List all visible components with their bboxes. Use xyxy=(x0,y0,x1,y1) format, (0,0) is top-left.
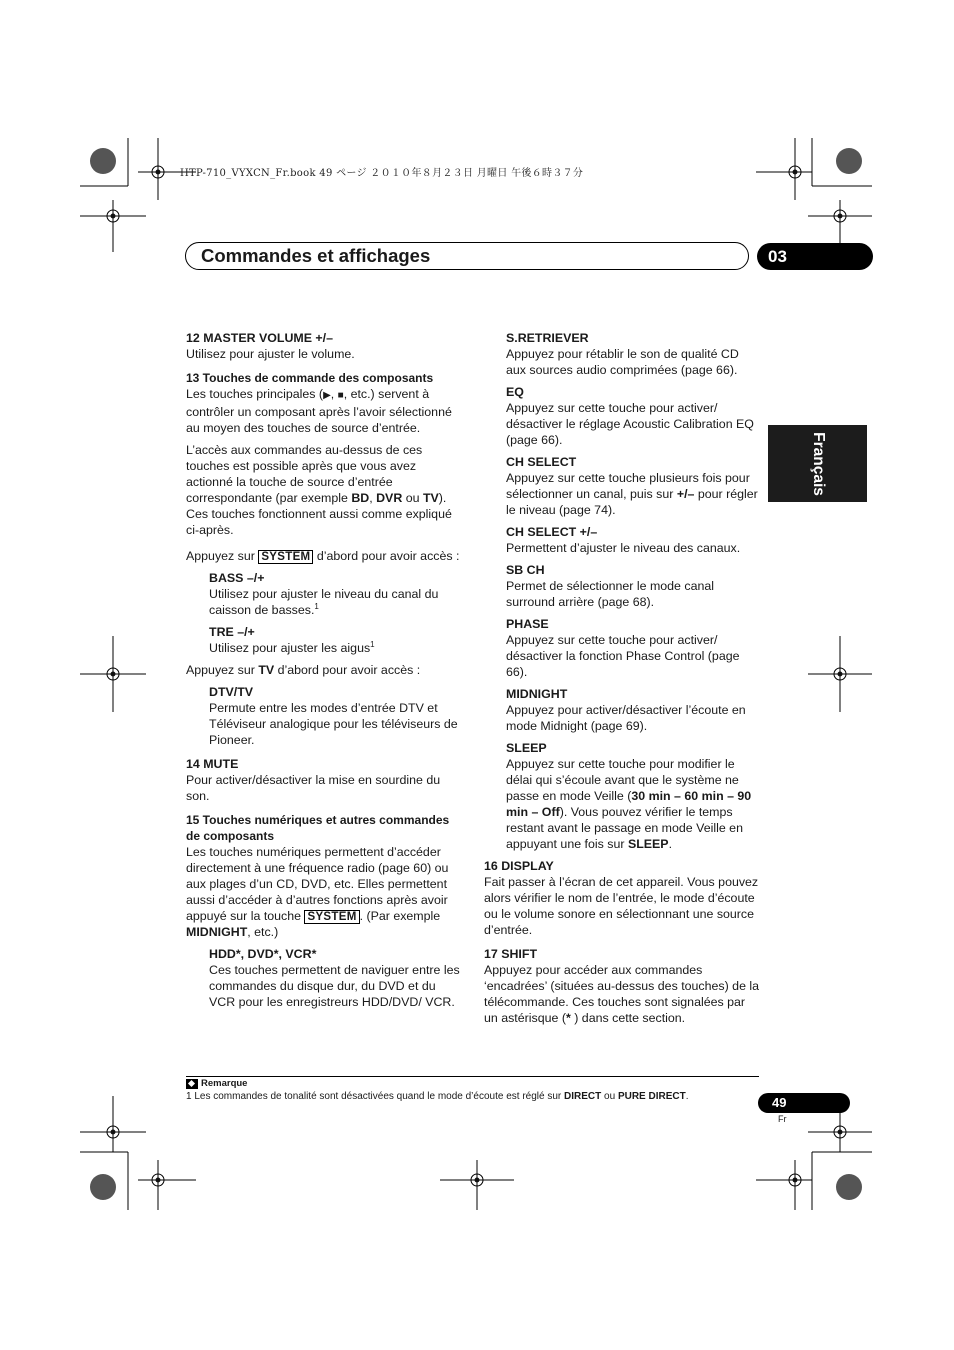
section-15-text: Les touches numériques permettent d’accéder directement à une fréquence radio (page 60) ou aux plages d’un CD, DVD, etc. Elles permettent aussi d’accéder à d’autres fonctions après avoir appuyé sur la touche SYSTEM . (Par exemple MIDNIGHT, etc.) xyxy=(186,845,449,939)
section-13-heading: 13 Touches de commande des composants xyxy=(186,371,434,385)
midnight-text: Appuyez pour activer/désactiver l’écoute en mode Midnight (page 69). xyxy=(506,703,746,733)
eq-text: Appuyez sur cette touche pour activer/ désactiver le réglage Acoustic Calibration EQ (page 66). xyxy=(506,401,754,447)
midnight-heading: MIDNIGHT xyxy=(506,687,568,701)
ch-select-text: Appuyez sur cette touche plusieurs fois pour sélectionner un canal, puis sur +/– pour régler le niveau (page 74). xyxy=(506,471,758,517)
note-divider xyxy=(186,1076,759,1077)
section-title-bar xyxy=(185,242,749,270)
chapter-number: 03 xyxy=(757,243,873,270)
sb-ch-heading: SB CH xyxy=(506,563,545,577)
tre-heading: TRE –/+ xyxy=(209,625,255,639)
language-tab-label: Français xyxy=(809,431,827,496)
bass-item xyxy=(186,570,462,618)
sb-ch-text: Permet de sélectionner le mode canal surround arrière (page 68). xyxy=(506,579,715,609)
tre-item xyxy=(186,624,462,656)
hdd-heading: HDD*, DVD*, VCR* xyxy=(209,947,317,961)
section-12 xyxy=(186,330,462,362)
footnote-ref: 1 xyxy=(314,602,319,611)
sleep-item xyxy=(484,740,760,852)
section-14-heading: 14 MUTE xyxy=(186,757,239,771)
section-16 xyxy=(484,858,760,938)
section-17 xyxy=(484,946,760,1026)
sretriever-item xyxy=(484,330,760,378)
system-key: SYSTEM xyxy=(304,910,359,924)
footnote-ref: 1 xyxy=(370,640,375,649)
ch-select-pm-item xyxy=(484,524,760,556)
section-17-heading: 17 SHIFT xyxy=(484,947,538,961)
section-13-system-line: Appuyez sur SYSTEM d’abord pour avoir accès : xyxy=(186,549,460,563)
section-15 xyxy=(186,812,462,1010)
note-title xyxy=(186,1078,247,1089)
eq-heading: EQ xyxy=(506,385,524,399)
note-title-label: Remarque xyxy=(201,1078,248,1089)
section-13-para1: Les touches principales (▶, ■, etc.) servent à contrôler un composant après l’avoir sélectionné au moyen des touches de source d’entrée. xyxy=(186,387,452,435)
eq-item xyxy=(484,384,760,448)
note-text: 1 Les commandes de tonalité sont désactivées quand le mode d’écoute est réglé sur DIRECT ou PURE DIRECT. xyxy=(186,1091,689,1102)
section-title: Commandes et affichages xyxy=(201,245,431,266)
left-column xyxy=(186,330,462,1010)
hdd-item xyxy=(186,946,462,1010)
dtv-item xyxy=(186,684,462,748)
section-14-text: Pour activer/désactiver la mise en sourdine du son. xyxy=(186,773,441,803)
system-key: SYSTEM xyxy=(258,550,313,564)
right-column xyxy=(484,330,760,1026)
phase-text: Appuyez sur cette touche pour activer/ désactiver la fonction Phase Control (page 66). xyxy=(506,633,740,679)
ch-select-pm-heading: CH SELECT +/– xyxy=(506,525,598,539)
tre-text: Utilisez pour ajuster les aigus$^1$ xyxy=(209,640,375,655)
page-language: Fr xyxy=(778,1114,787,1124)
play-icon: ▶ xyxy=(323,390,331,401)
sb-ch-item xyxy=(484,562,760,610)
dtv-heading: DTV/TV xyxy=(209,685,254,699)
section-13 xyxy=(186,370,462,748)
dtv-text: Permute entre les modes d’entrée DTV et Téléviseur analogique pour les téléviseurs de Pioneer. xyxy=(209,701,458,747)
ch-select-heading: CH SELECT xyxy=(506,455,577,469)
ch-select-item xyxy=(484,454,760,518)
section-13-tv-line: Appuyez sur TV d’abord pour avoir accès : xyxy=(186,663,421,677)
sleep-heading: SLEEP xyxy=(506,741,547,755)
ch-select-pm-text: Permettent d’ajuster le niveau des canaux. xyxy=(506,541,741,555)
midnight-item xyxy=(484,686,760,734)
section-15-heading: 15 Touches numériques et autres commandes de composants xyxy=(186,813,450,843)
note-icon xyxy=(186,1079,198,1089)
section-16-heading: 16 DISPLAY xyxy=(484,859,554,873)
language-tab xyxy=(768,425,867,502)
section-13-para2: L’accès aux commandes au-dessus de ces touches est possible après que vous avez actionné la touche de source d’entrée correspondante (par exemple BD, DVR ou TV). Ces touches fonctionnent aussi comme expliqué ci-après. xyxy=(186,443,452,537)
hdd-text: Ces touches permettent de naviguer entre les commandes du disque dur, du DVD et du VCR pour les enregistreurs HDD/DVD/ VCR. xyxy=(209,963,460,1009)
section-14 xyxy=(186,756,462,804)
section-17-text: Appuyez pour accéder aux commandes ‘encadrées’ (situées au-dessus des touches) de la télécommande. Ces touches sont signalées par un astérisque (* ) dans cette section. xyxy=(484,963,760,1025)
sretriever-text: Appuyez pour rétablir le son de qualité CD aux sources audio comprimées (page 66). xyxy=(506,347,739,377)
section-12-text: Utilisez pour ajuster le volume. xyxy=(186,347,355,361)
sretriever-heading: S.RETRIEVER xyxy=(506,331,589,345)
bass-heading: BASS –/+ xyxy=(209,571,265,585)
print-header: HTP-710_VYXCN_Fr.book 49 ページ ２０１０年８月２３日 月曜日 午後６時３７分 xyxy=(180,168,584,179)
page-number: 49 xyxy=(758,1093,850,1113)
phase-heading: PHASE xyxy=(506,617,549,631)
phase-item xyxy=(484,616,760,680)
stop-icon: ■ xyxy=(337,390,344,401)
sleep-text: Appuyez sur cette touche pour modifier le délai qui s’écoule avant que le système ne passe en mode Veille (30 min – 60 min – 90 min – Off). Vous pouvez vérifier le temps restant avant le passage en mode Veille en appuyant une fois sur SLEEP. xyxy=(506,757,752,851)
bass-text: Utilisez pour ajuster le niveau du canal du caisson de basses.$^1$ xyxy=(209,587,439,617)
section-12-heading: 12 MASTER VOLUME +/– xyxy=(186,331,333,345)
section-16-text: Fait passer à l’écran de cet appareil. Vous pouvez alors vérifier le nom de l’entrée, le mode d’écoute ou le volume sonore en sélectionnant une source d’entrée. xyxy=(484,875,759,937)
